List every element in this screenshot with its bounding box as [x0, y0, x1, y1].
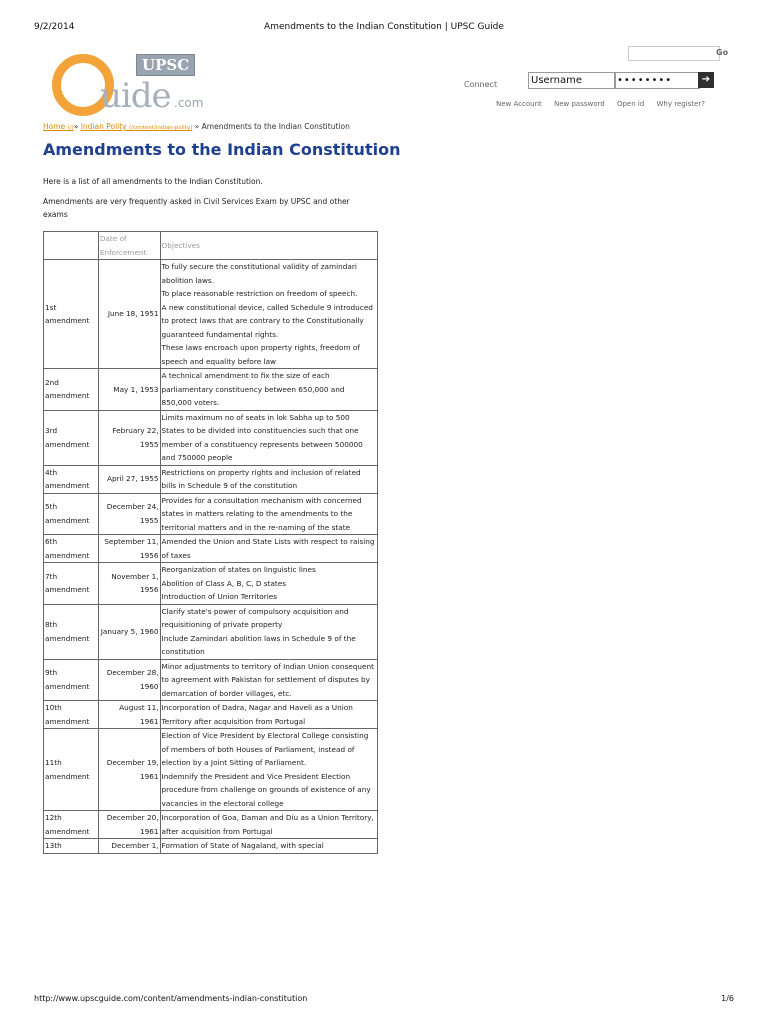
date-cell: May 1, 1953 [98, 369, 160, 411]
objectives-cell [160, 604, 377, 659]
breadcrumb: Home (/)» Indian Polity (/content/indian-polity) » Amendments to the Indian Constitution [43, 122, 350, 131]
table-row [44, 701, 378, 729]
date-cell: December 20, 1961 [98, 811, 160, 839]
table-row [44, 563, 378, 605]
table-row [44, 493, 378, 535]
date-cell: August 11, 1961 [98, 701, 160, 729]
logo-com-text: .com [174, 96, 204, 110]
amendments-table [43, 231, 378, 854]
login-links [496, 100, 715, 108]
objective-line: Amended the Union and State Lists with respect to raising of taxes [161, 537, 375, 560]
table-row [44, 839, 378, 854]
amendment-cell: 8th amendment [44, 604, 99, 659]
username-field[interactable]: Username [528, 72, 616, 89]
objectives-cell [160, 465, 377, 493]
table-row [44, 410, 378, 465]
date-cell: December 28, 1960 [98, 659, 160, 701]
table-row [44, 659, 378, 701]
objective-line: Limits maximum no of seats in lok Sabha up to 500 [161, 412, 350, 422]
breadcrumb-home[interactable]: Home (/) [43, 122, 74, 131]
amendment-cell: 5th amendment [44, 493, 99, 535]
objective-line: A new constitutional device, called Schedule 9 introduced to protect laws that are contrary to the Constitutionally guaranteed fundamental rights. [161, 302, 373, 339]
table-row [44, 604, 378, 659]
date-cell: February 22, 1955 [98, 410, 160, 465]
amendment-cell: 2nd amendment [44, 369, 99, 411]
amendment-cell: 11th amendment [44, 729, 99, 811]
date-cell: December 19, 1961 [98, 729, 160, 811]
objective-line: Reorganization of states on linguistic lines [161, 565, 316, 574]
objective-line: Incorporation of Goa, Daman and Diu as a Union Territory, after acquisition from Portugal [161, 813, 374, 836]
objectives-cell [160, 729, 377, 811]
arrow-right-icon: ➔ [701, 74, 711, 85]
objective-line: Incorporation of Dadra, Nagar and Haveli as a Union Territory after acquisition from Portugal [161, 703, 353, 726]
new-account-link[interactable]: New Account [496, 100, 542, 108]
intro-text [43, 173, 363, 225]
connect-link[interactable]: Connect [464, 80, 498, 89]
search-input[interactable] [628, 46, 720, 61]
objective-line: Restrictions on property rights and inclusion of related bills in Schedule 9 of the constitution [161, 467, 361, 490]
header-date: Date of Enforcement [98, 232, 160, 260]
search-go-button[interactable]: Go [716, 48, 729, 57]
breadcrumb-current: Amendments to the Indian Constitution [201, 122, 350, 131]
print-title: Amendments to the Indian Constitution | UPSC Guide [264, 22, 504, 32]
objectives-cell [160, 260, 377, 369]
table-row [44, 260, 378, 369]
amendment-cell: 9th amendment [44, 659, 99, 701]
breadcrumb-indian-polity[interactable]: Indian Polity (/content/indian-polity) [80, 122, 193, 131]
table-row [44, 729, 378, 811]
objective-line: To fully secure the constitutional validity of zamindari abolition laws. [161, 262, 357, 285]
date-cell: November 1, 1956 [98, 563, 160, 605]
amendment-cell: 12th amendment [44, 811, 99, 839]
site-logo[interactable] [52, 50, 212, 118]
table-row [44, 465, 378, 493]
objective-line: Include Zamindari abolition laws in Schedule 9 of the constitution [161, 633, 356, 656]
objectives-cell [160, 563, 377, 605]
table-row [44, 535, 378, 563]
objective-line: Provides for a consultation mechanism with concerned states in matters relating to the amendments to the territorial matters and in the re-naming of the state [161, 495, 362, 532]
objective-line: States to be divided into constituencies such that one member of a constituency represents between 500000 and 750000 people [161, 426, 363, 462]
page-title: Amendments to the Indian Constitution [43, 140, 401, 159]
date-cell: January 5, 1960 [98, 604, 160, 659]
date-cell: September 11, 1956 [98, 535, 160, 563]
objectives-cell [160, 410, 377, 465]
objective-line: A technical amendment to fix the size of each parliamentary constituency between 650,000 and 850,000 voters. [161, 371, 345, 407]
objective-line: Formation of State of Nagaland, with special [161, 841, 324, 850]
page-number: 1/6 [721, 994, 734, 1003]
print-date: 9/2/2014 [34, 22, 75, 32]
header-amendment [44, 232, 99, 260]
amendment-cell: 7th amendment [44, 563, 99, 605]
table-row [44, 369, 378, 411]
page-url: http://www.upscguide.com/content/amendments-indian-constitution [34, 994, 308, 1003]
objectives-cell [160, 701, 377, 729]
password-field[interactable]: •••••••• [614, 72, 700, 89]
open-id-link[interactable]: Open id [616, 100, 645, 108]
amendment-cell: 3rd amendment [44, 410, 99, 465]
objective-line: To place reasonable restriction on freedom of speech. [161, 289, 358, 298]
objective-line: Minor adjustments to territory of Indian Union consequent to agreement with Pakistan for settlement of disputes by demarcation of border villages, etc. [161, 661, 374, 698]
objectives-cell [160, 493, 377, 535]
objective-line: Election of Vice President by Electoral College consisting of members of both Houses of Parliament, instead of election by a Joint Sitting of Parliament. [161, 731, 369, 767]
intro-paragraph: Amendments are very frequently asked in Civil Services Exam by UPSC and other exams [43, 197, 350, 219]
table-header-row [44, 232, 378, 260]
amendment-cell: 13th [44, 839, 99, 854]
amendment-cell: 4th amendment [44, 465, 99, 493]
objective-line: Clarify state's power of compulsory acquisition and requisitioning of private property [161, 606, 349, 629]
amendment-cell: 1st amendment [44, 260, 99, 369]
date-cell: December 1, [98, 839, 160, 854]
login-submit-button[interactable] [698, 72, 714, 88]
logo-upsc-text: UPSC [136, 54, 195, 76]
objective-line: Abolition of Class A, B, C, D states [161, 578, 287, 588]
date-cell: April 27, 1955 [98, 465, 160, 493]
new-password-link[interactable]: New password [554, 100, 605, 108]
objectives-cell [160, 811, 377, 839]
date-cell: December 24, 1955 [98, 493, 160, 535]
logo-guide-text: uide [100, 76, 171, 116]
amendment-cell: 6th amendment [44, 535, 99, 563]
objectives-cell [160, 369, 377, 411]
objective-line: These laws encroach upon property rights, freedom of speech and equality before law [161, 343, 360, 366]
intro-paragraph: Here is a list of all amendments to the Indian Constitution. [43, 177, 263, 186]
objectives-cell [160, 839, 377, 854]
amendment-cell: 10th amendment [44, 701, 99, 729]
table-row [44, 811, 378, 839]
objective-line: Introduction of Union Territories [161, 592, 278, 601]
date-cell: June 18, 1951 [98, 260, 160, 369]
header-objectives: Objectives [160, 232, 377, 260]
objectives-cell [160, 535, 377, 563]
why-register-link[interactable]: Why register? [656, 100, 705, 108]
objectives-cell [160, 659, 377, 701]
objective-line: Indemnify the President and Vice President Election procedure from challenge on grounds of existence of any vacancies in the electoral college [161, 771, 371, 808]
